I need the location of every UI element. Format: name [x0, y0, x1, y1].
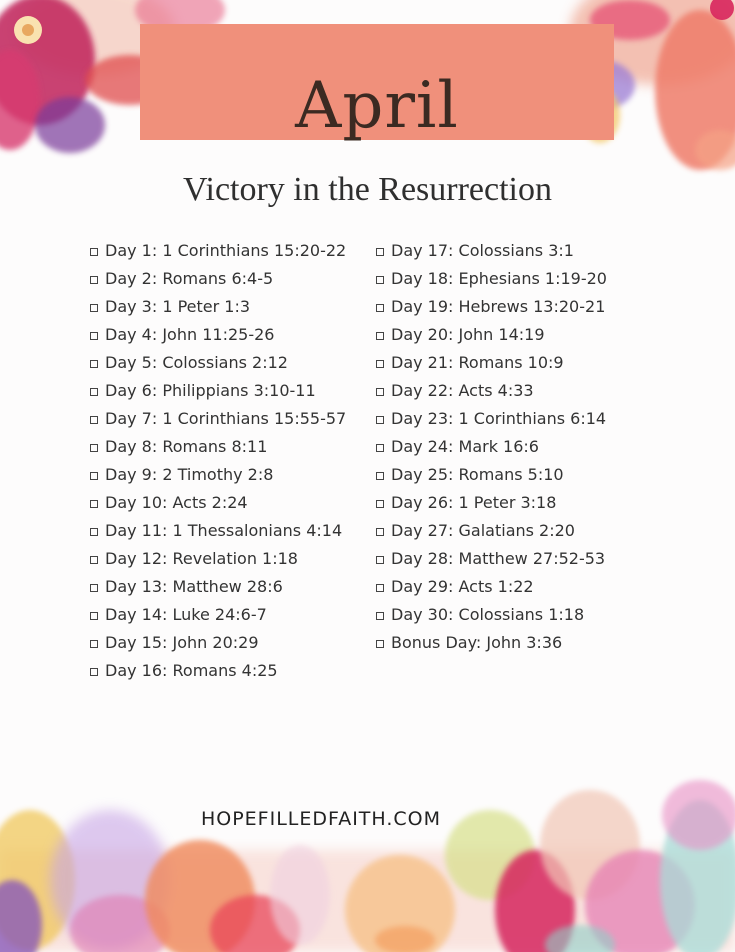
checkbox-icon[interactable] [376, 584, 384, 592]
reading-item[interactable] [376, 377, 607, 405]
checkbox-icon[interactable] [90, 248, 98, 256]
reading-item[interactable] [376, 321, 607, 349]
reading-item[interactable] [376, 489, 607, 517]
checkbox-icon[interactable] [376, 444, 384, 452]
reading-item-label: Day 30: Colossians 1:18 [391, 605, 585, 624]
reading-item[interactable] [376, 237, 607, 265]
checkbox-icon[interactable] [376, 332, 384, 340]
reading-item[interactable] [376, 545, 607, 573]
checkbox-icon[interactable] [376, 248, 384, 256]
reading-item[interactable] [90, 265, 346, 293]
reading-list-left [90, 237, 346, 685]
checkbox-icon[interactable] [376, 640, 384, 648]
reading-item[interactable] [376, 629, 607, 657]
checkbox-icon[interactable] [376, 388, 384, 396]
reading-item[interactable] [376, 461, 607, 489]
checkbox-icon[interactable] [376, 528, 384, 536]
reading-item-label: Day 11: 1 Thessalonians 4:14 [105, 521, 343, 540]
reading-item[interactable] [90, 545, 346, 573]
reading-item-label: Day 6: Philippians 3:10-11 [105, 381, 316, 400]
reading-item[interactable] [376, 405, 607, 433]
checkbox-icon[interactable] [376, 416, 384, 424]
reading-item-label: Day 20: John 14:19 [391, 325, 545, 344]
reading-list-right [376, 237, 607, 657]
reading-item-label: Day 28: Matthew 27:52-53 [391, 549, 606, 568]
reading-item-label: Day 27: Galatians 2:20 [391, 521, 575, 540]
reading-item-label: Day 18: Ephesians 1:19-20 [391, 269, 607, 288]
reading-item-label: Day 3: 1 Peter 1:3 [105, 297, 251, 316]
reading-item-label: Day 1: 1 Corinthians 15:20-22 [105, 241, 347, 260]
checkbox-icon[interactable] [90, 472, 98, 480]
checkbox-icon[interactable] [90, 304, 98, 312]
checkbox-icon[interactable] [90, 584, 98, 592]
reading-item[interactable] [376, 601, 607, 629]
reading-item-label: Day 10: Acts 2:24 [105, 493, 248, 512]
reading-item-label: Day 4: John 11:25-26 [105, 325, 275, 344]
reading-item-label: Bonus Day: John 3:36 [391, 633, 563, 652]
reading-item[interactable] [90, 517, 346, 545]
checkbox-icon[interactable] [376, 304, 384, 312]
reading-item[interactable] [90, 461, 346, 489]
page-title: April [295, 69, 459, 143]
reading-item[interactable] [90, 657, 346, 685]
reading-item[interactable] [376, 265, 607, 293]
checkbox-icon[interactable] [90, 360, 98, 368]
checkbox-icon[interactable] [90, 500, 98, 508]
checkbox-icon[interactable] [376, 556, 384, 564]
checkbox-icon[interactable] [90, 612, 98, 620]
reading-item[interactable] [90, 433, 346, 461]
reading-item-label: Day 14: Luke 24:6-7 [105, 605, 267, 624]
checkbox-icon[interactable] [90, 276, 98, 284]
reading-item-label: Day 23: 1 Corinthians 6:14 [391, 409, 607, 428]
checkbox-icon[interactable] [376, 500, 384, 508]
reading-item-label: Day 25: Romans 5:10 [391, 465, 564, 484]
reading-item-label: Day 24: Mark 16:6 [391, 437, 539, 456]
reading-item[interactable] [90, 601, 346, 629]
reading-item[interactable] [376, 517, 607, 545]
reading-item-label: Day 9: 2 Timothy 2:8 [105, 465, 274, 484]
reading-item-label: Day 13: Matthew 28:6 [105, 577, 283, 596]
reading-item-label: Day 7: 1 Corinthians 15:55-57 [105, 409, 347, 428]
checkbox-icon[interactable] [90, 528, 98, 536]
checkbox-icon[interactable] [376, 276, 384, 284]
reading-item-label: Day 17: Colossians 3:1 [391, 241, 574, 260]
checkbox-icon[interactable] [376, 360, 384, 368]
reading-item-label: Day 19: Hebrews 13:20-21 [391, 297, 606, 316]
checkbox-icon[interactable] [376, 472, 384, 480]
reading-item[interactable] [90, 349, 346, 377]
checkbox-icon[interactable] [90, 444, 98, 452]
reading-item-label: Day 12: Revelation 1:18 [105, 549, 298, 568]
reading-item-label: Day 21: Romans 10:9 [391, 353, 564, 372]
reading-item[interactable] [90, 377, 346, 405]
reading-item[interactable] [376, 293, 607, 321]
website-footer: HOPEFILLEDFAITH.COM [200, 808, 442, 830]
reading-item[interactable] [90, 321, 346, 349]
reading-item[interactable] [90, 405, 346, 433]
checkbox-icon[interactable] [90, 332, 98, 340]
reading-item[interactable] [90, 489, 346, 517]
month-banner [140, 24, 614, 143]
reading-item-label: Day 29: Acts 1:22 [391, 577, 534, 596]
checkbox-icon[interactable] [90, 668, 98, 676]
checkbox-icon[interactable] [90, 416, 98, 424]
reading-item[interactable] [90, 237, 346, 265]
bottom-flower-border-icon [0, 780, 735, 952]
reading-item[interactable] [376, 573, 607, 601]
reading-item-label: Day 16: Romans 4:25 [105, 661, 278, 680]
reading-item-label: Day 26: 1 Peter 3:18 [391, 493, 557, 512]
reading-item[interactable] [90, 573, 346, 601]
checkbox-icon[interactable] [90, 640, 98, 648]
checkbox-icon[interactable] [90, 556, 98, 564]
reading-item[interactable] [376, 349, 607, 377]
checkbox-icon[interactable] [90, 388, 98, 396]
reading-item-label: Day 8: Romans 8:11 [105, 437, 268, 456]
reading-item[interactable] [90, 629, 346, 657]
reading-item-label: Day 5: Colossians 2:12 [105, 353, 288, 372]
reading-item-label: Day 15: John 20:29 [105, 633, 259, 652]
plan-subtitle: Victory in the Resurrection [182, 171, 553, 208]
checkbox-icon[interactable] [376, 612, 384, 620]
reading-item-label: Day 22: Acts 4:33 [391, 381, 534, 400]
reading-item[interactable] [376, 433, 607, 461]
reading-item-label: Day 2: Romans 6:4-5 [105, 269, 274, 288]
reading-item[interactable] [90, 293, 346, 321]
